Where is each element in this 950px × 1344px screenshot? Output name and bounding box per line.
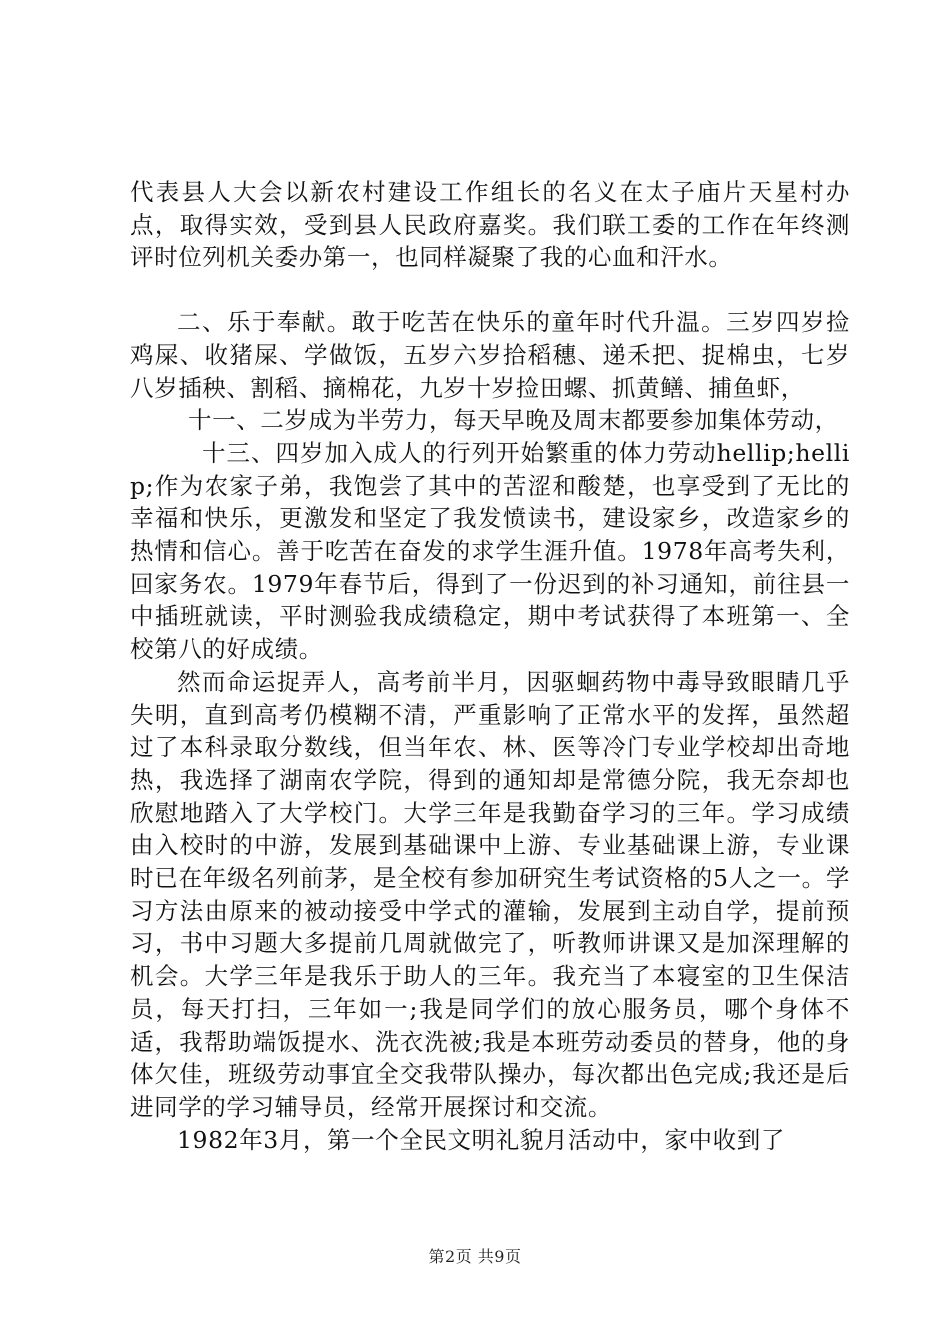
paragraph-6: 1982年3月，第一个全民文明礼貌月活动中，家中收到了: [177, 1125, 785, 1154]
paragraph-5: 然而命运捉弄人，高考前半月，因驱蛔药物中毒导致眼睛几乎失明，直到高考仍模糊不清，严重影响了正常水平的发挥，虽然超过了本科录取分数线，但当年农、林、医等冷门专业学校却出奇地热，我选择了湖南农学院，得到的通知却是常德分院，我无奈却也欣慰地踏入了大学校门。大学三年是我勤奋学习的三年。学习成绩由入校时的中游，发展到基础课中上游、专业基础课上游，专业课时已在年级名列前茅，是全校有参加研究生考试资格的5人之一。学习方法由原来的被动接受中学式的灌输，发展到主动自学，提前预习，书中习题大多提前几周就做完了，听教师讲课又是加深理解的机会。大学三年是我乐于助人的三年。我充当了本寝室的卫生保洁员，每天打扫，三年如一;我是同学们的放心服务员，哪个身体不适，我帮助端饭提水、洗衣洗被;我是本班劳动委员的替身，他的身体欠佳，班级劳动事宜全交我带队操办，每次都出色完成;我还是后进同学的学习辅导员，经常开展探讨和交流。: [130, 667, 850, 1121]
page-footer: 第2页 共9页: [428, 1247, 522, 1266]
paragraph-1: 代表县人大会以新农村建设工作组长的名义在太子庙片天星村办点，取得实效，受到县人民政府嘉奖。我们联工委的工作在年终测评时位列机关委办第一，也同样凝聚了我的心血和汗水。: [130, 178, 850, 272]
document-body: [130, 176, 850, 1156]
paragraph-4: 十三、四岁加入成人的行列开始繁重的体力劳动hellip;hellip;作为农家子弟，我饱尝了其中的苦涩和酸楚，也享受到了无比的幸福和快乐，更激发和坚定了我发愤读书，建设家乡，改造家乡的热情和信心。善于吃苦在奋发的求学生涯升值。1978年高考失利，回家务农。1979年春节后，得到了一份迟到的补习通知，前往县一中插班就读，平时测验我成绩稳定，期中考试获得了本班第一、全校第八的好成绩。: [130, 438, 850, 664]
paragraph-2: 二、乐于奉献。敢于吃苦在快乐的童年时代升温。三岁四岁捡鸡屎、收猪屎、学做饭，五岁六岁拾稻穗、递禾把、捉棉虫，七岁八岁插秧、割稻、摘棉花，九岁十岁捡田螺、抓黄鳝、捕鱼虾，: [130, 308, 850, 402]
paragraph-3: 十一、二岁成为半劳力，每天早晚及周末都要参加集体劳动，: [188, 406, 839, 435]
